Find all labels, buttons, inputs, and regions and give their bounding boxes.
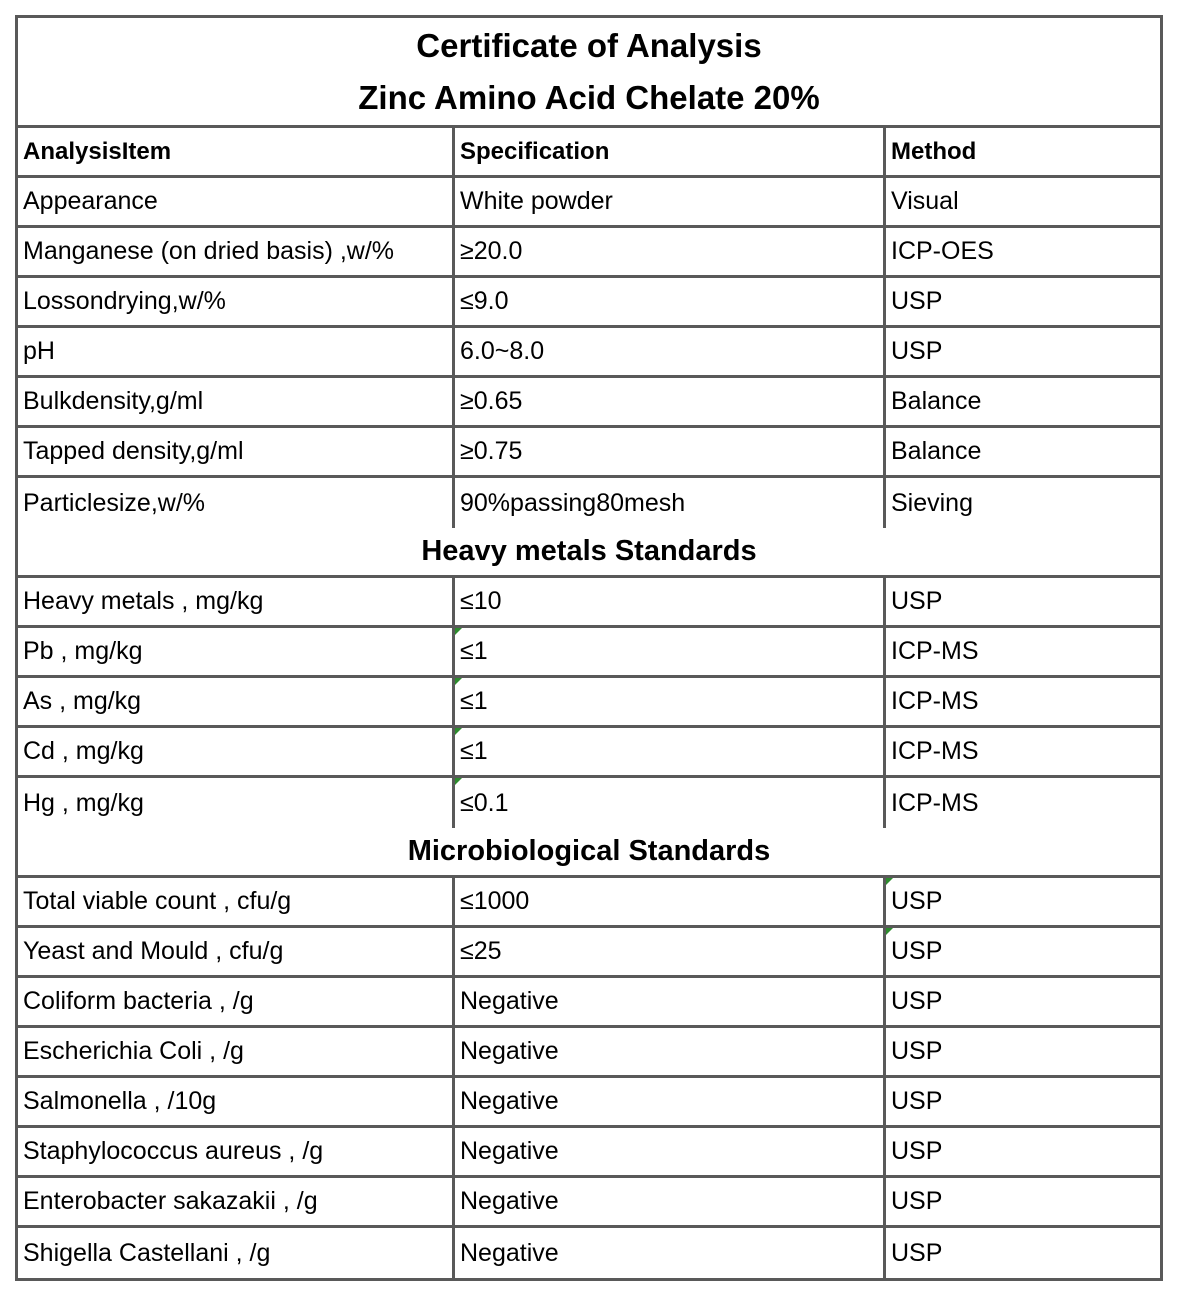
- cell-analysis-item: [18, 728, 455, 775]
- cell-specification: [455, 1028, 886, 1075]
- title-line-2: Zinc Amino Acid Chelate 20%: [358, 78, 820, 116]
- cell-specification: [455, 578, 886, 625]
- cell-analysis-item-text: Manganese (on dried basis) ,w/%: [23, 237, 395, 265]
- cell-specification: [455, 628, 886, 675]
- cell-specification: [455, 878, 886, 925]
- cell-method: [886, 478, 1160, 528]
- cell-method: [886, 728, 1160, 775]
- cell-analysis-item: [18, 478, 455, 528]
- cell-specification-text: ≤1: [460, 687, 488, 715]
- cell-method: [886, 878, 1160, 925]
- cell-method: [886, 678, 1160, 725]
- cell-specification: [455, 328, 886, 375]
- cell-analysis-item: [18, 428, 455, 475]
- table-row: [18, 228, 1160, 278]
- cell-analysis-item: [18, 278, 455, 325]
- cell-analysis-item-text: Particlesize,w/%: [23, 488, 205, 517]
- cell-analysis-item-text: Yeast and Mould , cfu/g: [23, 937, 284, 965]
- cell-method-text: USP: [891, 1238, 943, 1267]
- cell-method-text: Balance: [891, 437, 982, 465]
- table-row: [18, 178, 1160, 228]
- cell-method: [886, 778, 1160, 828]
- cell-analysis-item: [18, 1028, 455, 1075]
- cell-specification: [455, 378, 886, 425]
- cell-method: [886, 428, 1160, 475]
- cell-specification-text: ≥0.75: [460, 437, 523, 465]
- cell-analysis-item-text: Enterobacter sakazakii , /g: [23, 1187, 318, 1215]
- cell-method: [886, 1128, 1160, 1175]
- cell-specification: [455, 1078, 886, 1125]
- cell-analysis-item-text: Tapped density,g/ml: [23, 437, 244, 465]
- comment-marker-icon: [455, 678, 462, 685]
- cell-specification-text: ≥20.0: [460, 237, 523, 265]
- cell-method-text: USP: [891, 1137, 943, 1165]
- cell-method: [886, 278, 1160, 325]
- microbiological-rows: [18, 878, 1160, 1278]
- table-header-row: [18, 128, 1160, 178]
- cell-analysis-item-text: Coliform bacteria , /g: [23, 987, 254, 1015]
- cell-analysis-item: [18, 678, 455, 725]
- cell-method: [886, 578, 1160, 625]
- cell-analysis-item: [18, 578, 455, 625]
- cell-analysis-item-text: Salmonella , /10g: [23, 1087, 217, 1115]
- table-row: [18, 1128, 1160, 1178]
- table-row: [18, 1228, 1160, 1278]
- cell-method-text: Balance: [891, 387, 982, 415]
- cell-method: [886, 1078, 1160, 1125]
- cell-analysis-item-text: Cd , mg/kg: [23, 737, 144, 765]
- header-method: Method: [891, 137, 977, 165]
- cell-specification: [455, 978, 886, 1025]
- cell-method-text: ICP-MS: [891, 687, 979, 715]
- cell-method-text: USP: [891, 1087, 943, 1115]
- cell-analysis-item: [18, 378, 455, 425]
- cell-specification: [455, 178, 886, 225]
- cell-analysis-item-text: As , mg/kg: [23, 687, 142, 715]
- cell-method-text: Sieving: [891, 488, 973, 517]
- cell-analysis-item-text: Total viable count , cfu/g: [23, 887, 292, 915]
- cell-specification-text: Negative: [460, 1137, 559, 1165]
- heavy-metals-rows: [18, 578, 1160, 828]
- cell-specification-text: ≤9.0: [460, 287, 509, 315]
- general-rows: [18, 178, 1160, 528]
- table-row: [18, 1028, 1160, 1078]
- table-row: [18, 978, 1160, 1028]
- cell-method-text: USP: [891, 937, 943, 965]
- cell-method: [886, 1028, 1160, 1075]
- cell-specification-text: White powder: [460, 187, 613, 215]
- cell-specification-text: 90%passing80mesh: [460, 488, 686, 517]
- cell-analysis-item-text: Hg , mg/kg: [23, 788, 144, 817]
- cell-specification: [455, 1228, 886, 1278]
- cell-method: [886, 328, 1160, 375]
- table-row: [18, 878, 1160, 928]
- cell-method: [886, 378, 1160, 425]
- certificate-table: [15, 15, 1163, 1281]
- cell-analysis-item-text: pH: [23, 337, 55, 365]
- cell-method-text: ICP-MS: [891, 788, 979, 817]
- table-row: [18, 278, 1160, 328]
- cell-specification-text: ≤0.1: [460, 788, 509, 817]
- cell-method: [886, 628, 1160, 675]
- cell-analysis-item: [18, 1228, 455, 1278]
- cell-analysis-item: [18, 778, 455, 828]
- cell-specification-text: 6.0~8.0: [460, 337, 545, 365]
- cell-method: [886, 178, 1160, 225]
- table-row: [18, 378, 1160, 428]
- cell-specification-text: ≤1: [460, 637, 488, 665]
- table-row: [18, 328, 1160, 378]
- cell-analysis-item: [18, 1128, 455, 1175]
- cell-method: [886, 1228, 1160, 1278]
- cell-method-text: USP: [891, 887, 943, 915]
- cell-method: [886, 928, 1160, 975]
- header-analysis-item: AnalysisItem: [18, 128, 455, 175]
- cell-specification: [455, 928, 886, 975]
- table-row: [18, 1078, 1160, 1128]
- cell-analysis-item: [18, 978, 455, 1025]
- cell-analysis-item: [18, 628, 455, 675]
- microbiological-heading: Microbiological Standards: [18, 828, 1160, 878]
- heavy-metals-heading: Heavy metals Standards: [18, 528, 1160, 578]
- cell-specification-text: ≤1: [460, 737, 488, 765]
- cell-analysis-item-text: Staphylococcus aureus , /g: [23, 1137, 324, 1165]
- cell-analysis-item-text: Heavy metals , mg/kg: [23, 587, 264, 615]
- cell-specification-text: ≤25: [460, 937, 502, 965]
- title-line-1: Certificate of Analysis: [416, 26, 762, 64]
- table-row: [18, 478, 1160, 528]
- cell-specification: [455, 228, 886, 275]
- cell-specification-text: Negative: [460, 1037, 559, 1065]
- cell-method-text: USP: [891, 287, 943, 315]
- cell-method-text: USP: [891, 1187, 943, 1215]
- cell-analysis-item: [18, 1078, 455, 1125]
- cell-method-text: ICP-OES: [891, 237, 994, 265]
- comment-marker-icon: [455, 728, 462, 735]
- cell-specification-text: ≥0.65: [460, 387, 523, 415]
- cell-specification-text: Negative: [460, 1087, 559, 1115]
- cell-method-text: USP: [891, 987, 943, 1015]
- cell-specification: [455, 728, 886, 775]
- cell-specification: [455, 278, 886, 325]
- cell-analysis-item: [18, 878, 455, 925]
- comment-marker-icon: [886, 878, 893, 885]
- cell-analysis-item: [18, 328, 455, 375]
- cell-specification: [455, 1178, 886, 1225]
- cell-analysis-item: [18, 1178, 455, 1225]
- certificate-title: [18, 18, 1160, 128]
- table-row: [18, 628, 1160, 678]
- cell-specification: [455, 428, 886, 475]
- cell-method: [886, 228, 1160, 275]
- table-row: [18, 928, 1160, 978]
- cell-analysis-item-text: Appearance: [23, 187, 158, 215]
- comment-marker-icon: [455, 778, 462, 785]
- header-specification: Specification: [455, 128, 886, 175]
- cell-method-text: Visual: [891, 187, 959, 215]
- table-row: [18, 678, 1160, 728]
- table-row: [18, 778, 1160, 828]
- cell-specification-text: ≤10: [460, 587, 502, 615]
- cell-specification-text: Negative: [460, 1187, 559, 1215]
- table-row: [18, 578, 1160, 628]
- cell-analysis-item: [18, 178, 455, 225]
- cell-specification: [455, 778, 886, 828]
- cell-analysis-item: [18, 228, 455, 275]
- cell-analysis-item-text: Escherichia Coli , /g: [23, 1037, 244, 1065]
- cell-specification: [455, 478, 886, 528]
- cell-specification-text: Negative: [460, 987, 559, 1015]
- comment-marker-icon: [455, 628, 462, 635]
- cell-method-text: USP: [891, 1037, 943, 1065]
- cell-method: [886, 1178, 1160, 1225]
- cell-analysis-item-text: Pb , mg/kg: [23, 637, 143, 665]
- cell-analysis-item: [18, 928, 455, 975]
- cell-method-text: ICP-MS: [891, 637, 979, 665]
- table-row: [18, 1178, 1160, 1228]
- cell-method-text: ICP-MS: [891, 737, 979, 765]
- table-row: [18, 728, 1160, 778]
- cell-method-text: USP: [891, 587, 943, 615]
- table-row: [18, 428, 1160, 478]
- cell-analysis-item-text: Shigella Castellani , /g: [23, 1238, 271, 1267]
- cell-specification: [455, 678, 886, 725]
- cell-specification-text: Negative: [460, 1238, 559, 1267]
- cell-method: [886, 978, 1160, 1025]
- cell-specification: [455, 1128, 886, 1175]
- cell-method-text: USP: [891, 337, 943, 365]
- cell-analysis-item-text: Bulkdensity,g/ml: [23, 387, 204, 415]
- comment-marker-icon: [886, 928, 893, 935]
- cell-analysis-item-text: Lossondrying,w/%: [23, 287, 226, 315]
- cell-specification-text: ≤1000: [460, 887, 530, 915]
